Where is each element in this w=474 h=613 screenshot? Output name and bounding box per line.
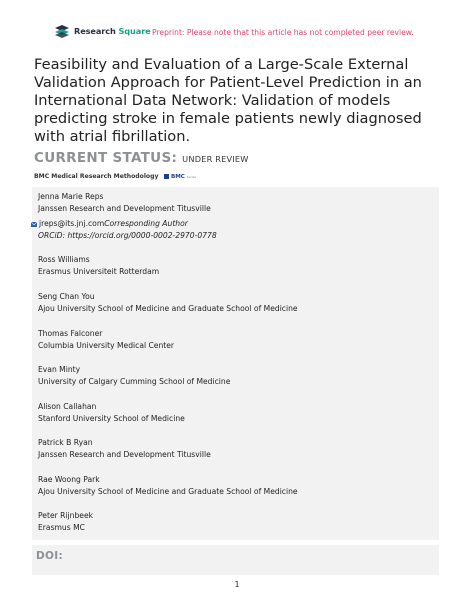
author-name: Thomas Falconer xyxy=(38,329,103,338)
author-affiliation: Columbia University Medical Center xyxy=(38,341,175,350)
page-number: 1 xyxy=(234,580,240,589)
author-entry xyxy=(38,191,217,242)
doi-label: DOI: xyxy=(36,550,63,562)
bmc-logo-square-icon xyxy=(164,174,169,179)
status-value: UNDER REVIEW xyxy=(182,154,249,164)
article-title: Feasibility and Evaluation of a Large-Scale External Validation Approach for Patient-Level Prediction in an International Data Network: Validation of models predicting stroke in female patients newly diagnosed with atrial fibrillation. xyxy=(34,56,422,145)
author-affiliation: University of Calgary Cumming School of Medicine xyxy=(38,377,231,386)
author-affiliation: Erasmus Universiteit Rotterdam xyxy=(38,267,160,276)
logo-text xyxy=(74,26,151,36)
logo-text-main: Research xyxy=(74,26,116,36)
logo-text-accent: Square xyxy=(118,26,151,36)
author-name: Jenna Marie Reps xyxy=(38,192,104,201)
author-email[interactable]: jreps@its.jnj.com xyxy=(39,219,105,228)
author-orcid[interactable]: ORCiD: https://orcid.org/0000-0002-2970-0778 xyxy=(38,231,217,240)
doi-section xyxy=(32,545,439,575)
status-label: CURRENT STATUS: xyxy=(34,150,178,166)
author-affiliation: Erasmus MC xyxy=(38,523,85,532)
author-entry xyxy=(38,474,298,498)
author-affiliation: Janssen Research and Development Titusville xyxy=(38,450,211,459)
author-list xyxy=(32,187,439,540)
bmc-logo-small-text: Series xyxy=(186,174,197,179)
preprint-header xyxy=(54,24,444,44)
author-name: Seng Chan You xyxy=(38,292,95,301)
author-entry xyxy=(38,437,211,461)
mail-icon xyxy=(31,222,37,227)
author-entry xyxy=(38,291,298,315)
journal-line xyxy=(34,173,196,180)
author-name: Alison Callahan xyxy=(38,402,97,411)
author-name: Patrick B Ryan xyxy=(38,438,93,447)
research-square-logo[interactable] xyxy=(54,24,151,38)
current-status xyxy=(34,150,249,166)
author-affiliation: Ajou University School of Medicine and Graduate School of Medicine xyxy=(38,487,298,496)
author-affiliation: Ajou University School of Medicine and Graduate School of Medicine xyxy=(38,304,298,313)
author-name: Peter Rijnbeek xyxy=(38,511,94,520)
author-name: Ross Williams xyxy=(38,255,90,264)
author-name: Rae Woong Park xyxy=(38,475,100,484)
bmc-logo xyxy=(164,174,196,180)
research-square-logo-icon xyxy=(54,24,70,38)
author-affiliation: Janssen Research and Development Titusville xyxy=(38,204,211,213)
author-name: Evan Minty xyxy=(38,365,81,374)
author-entry xyxy=(38,401,185,425)
author-contact xyxy=(38,218,217,230)
author-entry xyxy=(38,328,174,352)
author-entry xyxy=(38,364,230,388)
bmc-logo-text: BMC xyxy=(170,173,185,180)
author-entry xyxy=(38,510,93,534)
corresponding-author-label: Corresponding Author xyxy=(104,219,188,228)
author-affiliation: Stanford University School of Medicine xyxy=(38,414,185,423)
author-entry xyxy=(38,254,159,278)
journal-name: BMC Medical Research Methodology xyxy=(34,173,159,180)
preprint-notice: Preprint: Please note that this article has not completed peer review. xyxy=(152,28,414,37)
